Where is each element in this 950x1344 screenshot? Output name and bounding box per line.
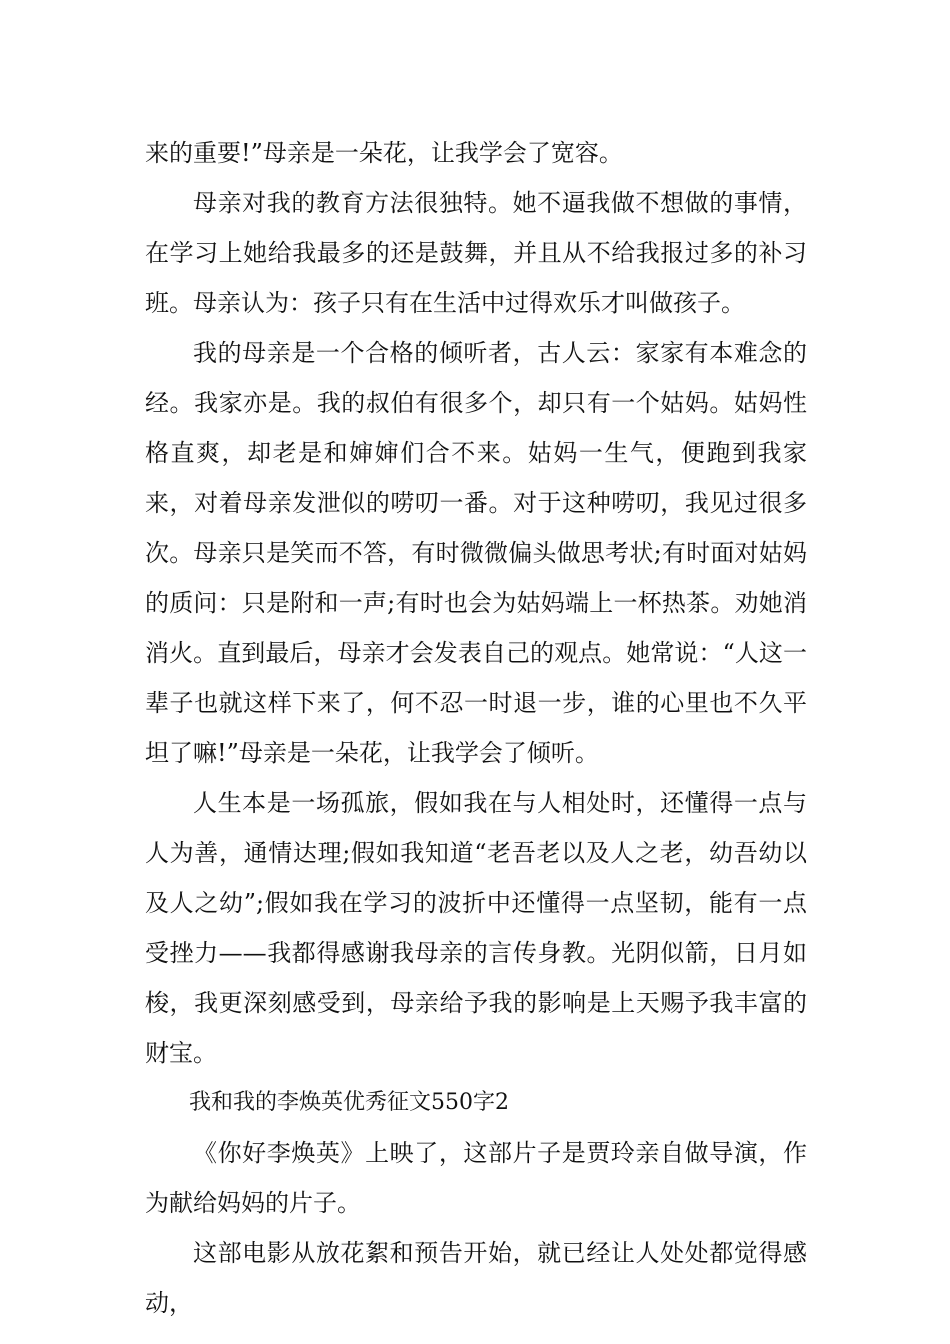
section-heading: 我和我的李焕英优秀征文550字2 <box>189 1090 509 1115</box>
paragraph: 人生本是一场孤旅，假如我在与人相处时，还懂得一点与人为善，通情达理;假如我知道“老吾老以及人之老，幼吾幼以及人之幼”;假如我在学习的波折中还懂得一点坚韧，能有一点受挫力——我都得感谢我母亲的言传身教。光阴似箭，日月如梭，我更深刻感受到，母亲给予我的影响是上天赐予我丰富的财宝。 <box>145 789 807 1067</box>
paragraph: 这部电影从放花絮和预告开始，就已经让人处处都觉得感动， <box>145 1239 807 1317</box>
document-body <box>145 128 807 1328</box>
paragraph: 《你好李焕英》上映了，这部片子是贾玲亲自做导演，作为献给妈妈的片子。 <box>145 1139 807 1217</box>
paragraph: 来的重要!”母亲是一朵花，让我学会了宽容。 <box>145 139 623 167</box>
paragraph: 母亲对我的教育方法很独特。她不逼我做不想做的事情，在学习上她给我最多的还是鼓舞，并且从不给我报过多的补习班。母亲认为：孩子只有在生活中过得欢乐才叫做孩子。 <box>145 189 807 317</box>
paragraph: 我的母亲是一个合格的倾听者，古人云：家家有本难念的经。我家亦是。我的叔伯有很多个，却只有一个姑妈。姑妈性格直爽，却老是和婶婶们合不来。姑妈一生气，便跑到我家来，对着母亲发泄似的唠叨一番。对于这种唠叨，我见过很多次。母亲只是笑而不答，有时微微偏头做思考状;有时面对姑妈的质问：只是附和一声;有时也会为姑妈端上一杯热茶。劝她消消火。直到最后，母亲才会发表自己的观点。她常说：“人这一辈子也就这样下来了，何不忍一时退一步，谁的心里也不久平坦了嘛!”母亲是一朵花，让我学会了倾听。 <box>145 339 807 767</box>
